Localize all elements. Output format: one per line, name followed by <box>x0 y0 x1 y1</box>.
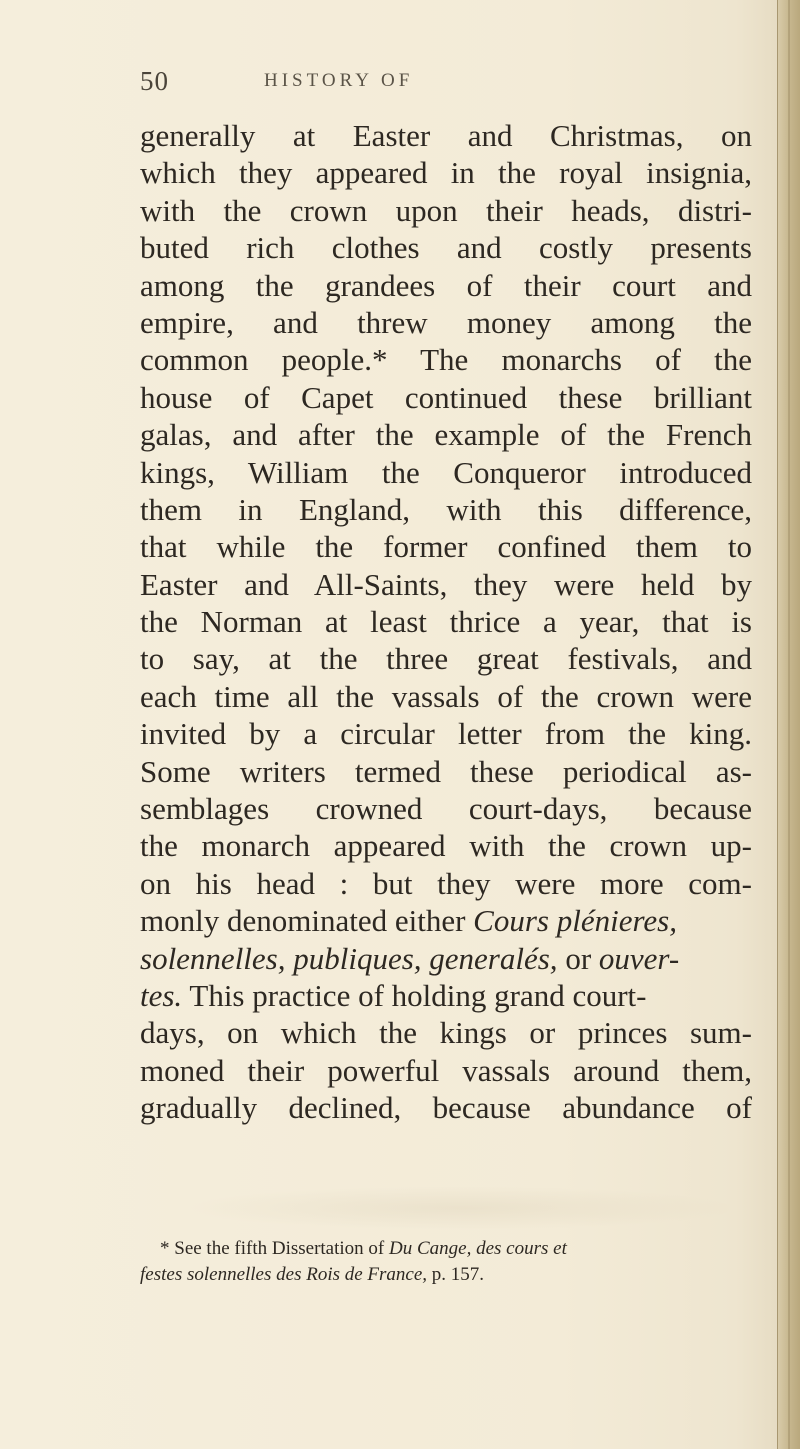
text-line: among the grandees of their court and <box>140 267 752 303</box>
text-line: the Norman at least thrice a year, that is <box>140 604 752 640</box>
text-segment: or <box>557 940 599 976</box>
text-line: that while the former confined them to <box>140 529 752 565</box>
footnote-text: * See the fifth Dissertation of <box>160 1238 390 1259</box>
text-line <box>140 940 752 977</box>
text-line: empire, and threw money among the <box>140 304 752 340</box>
page-header <box>0 66 770 106</box>
text-line: on his head : but they were more com- <box>140 865 752 901</box>
text-line: Some writers termed these periodical as- <box>140 753 752 789</box>
italic-term: ouver- <box>598 940 680 976</box>
footnote-text: p. 157. <box>427 1264 485 1285</box>
text-line: them in England, with this difference, <box>140 491 752 527</box>
text-line: the monarch appeared with the crown up- <box>140 828 752 864</box>
italic-term: Cours plénieres, <box>473 903 677 939</box>
text-line: buted rich clothes and costly presents <box>140 230 752 266</box>
footnote-line <box>140 1236 740 1262</box>
text-line: which they appeared in the royal insignia, <box>140 155 752 191</box>
text-line: galas, and after the example of the French <box>140 417 752 453</box>
text-line: with the crown upon their heads, distri- <box>140 192 752 228</box>
text-line: semblages crowned court-days, because <box>140 791 752 827</box>
running-head: HISTORY OF <box>264 70 414 91</box>
text-line: kings, William the Conqueror introduced <box>140 454 752 490</box>
text-line: to say, at the three great festivals, and <box>140 641 752 677</box>
footnote-line <box>140 1262 740 1288</box>
text-line: Easter and All-Saints, they were held by <box>140 566 752 602</box>
text-line: house of Capet continued these brilliant <box>140 379 752 415</box>
text-line: generally at Easter and Christmas, on <box>140 118 752 153</box>
italic-term: solennelles, publiques, generalés, <box>140 940 558 976</box>
footnote-citation: festes solennelles des Rois de France, <box>140 1264 428 1285</box>
page-edge-shadow <box>788 0 790 1449</box>
text-line <box>140 902 752 939</box>
footnote <box>140 1236 740 1288</box>
text-line: moned their powerful vassals around them, <box>140 1052 752 1088</box>
text-line <box>140 977 752 1014</box>
text-line: gradually declined, because abundance of <box>140 1090 752 1126</box>
body-text <box>140 117 752 1127</box>
italic-term: tes. <box>140 977 183 1013</box>
footnote-citation: Du Cange, des cours et <box>389 1238 567 1259</box>
text-line: common people.* The monarchs of the <box>140 342 752 378</box>
text-segment: This practice of holding grand court- <box>182 977 647 1013</box>
text-line: days, on which the kings or princes sum- <box>140 1015 752 1051</box>
text-line: each time all the vassals of the crown were <box>140 678 752 714</box>
show-through-stain <box>180 1186 740 1230</box>
page-number: 50 <box>140 66 169 96</box>
text-line: invited by a circular letter from the king. <box>140 716 752 752</box>
text-segment: monly denominated either <box>140 903 474 939</box>
